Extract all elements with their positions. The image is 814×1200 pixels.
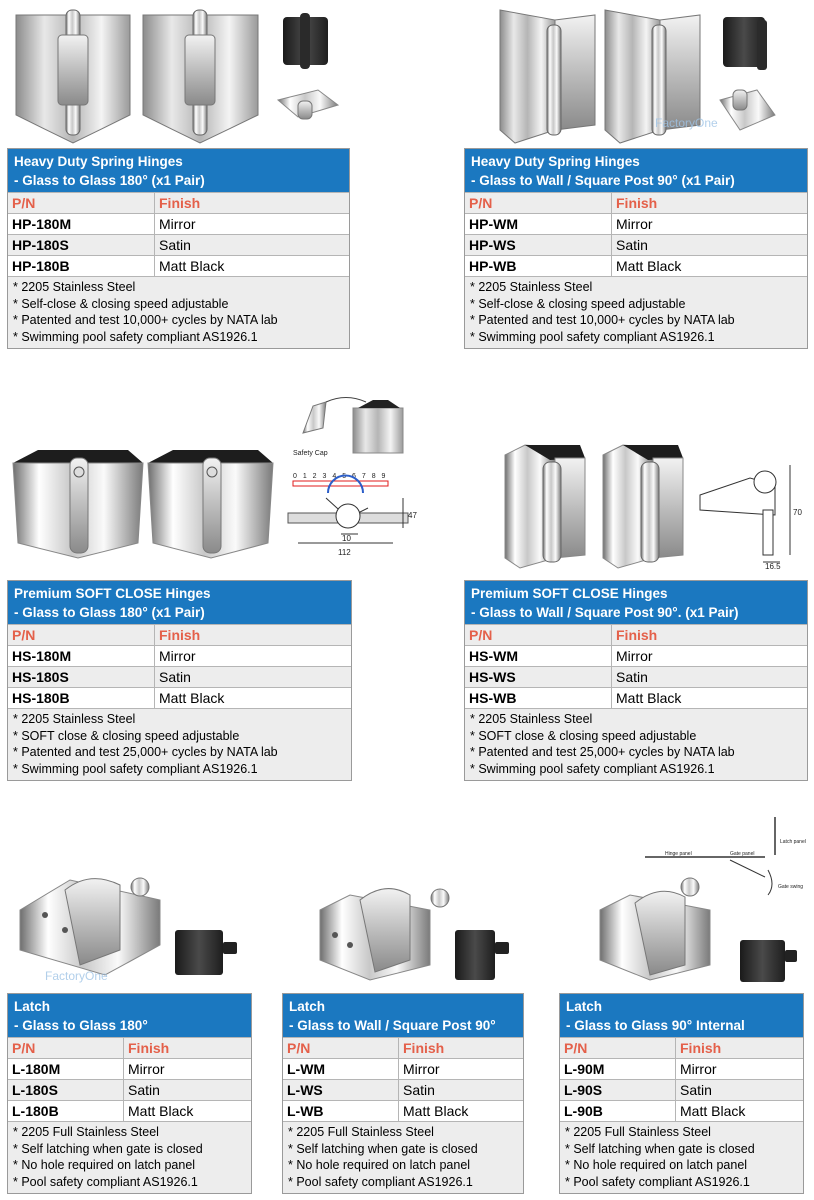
note-line: * Self latching when gate is closed xyxy=(13,1141,203,1156)
scale-bar xyxy=(293,481,388,486)
hinge-hs180-image xyxy=(8,388,418,573)
part-number: HP-180M xyxy=(8,214,155,234)
table-row xyxy=(8,234,349,255)
card-title xyxy=(283,994,523,1037)
wall-hinge-dimension-drawing xyxy=(700,465,790,562)
mirror-wall-hinge-small xyxy=(720,90,775,130)
part-number: HS-180B xyxy=(8,688,155,708)
note-line: * Self latching when gate is closed xyxy=(288,1141,478,1156)
card-title-line2: - Glass to Glass 180° (x1 Pair) xyxy=(14,173,205,188)
feature-notes xyxy=(560,1121,803,1193)
black-wall-hinge-small xyxy=(723,17,767,70)
note-line: * Swimming pool safety compliant AS1926.1 xyxy=(13,329,258,344)
part-number: HP-WM xyxy=(465,214,612,234)
card-title xyxy=(560,994,803,1037)
dim-10: 10 xyxy=(342,534,351,543)
part-number: L-WB xyxy=(283,1101,399,1121)
pn-header: P/N xyxy=(8,625,155,645)
card-title-line1: Premium SOFT CLOSE Hinges xyxy=(14,586,211,601)
note-line: * 2205 Stainless Steel xyxy=(13,280,136,294)
latch-card-l180 xyxy=(7,993,252,1194)
table-row xyxy=(8,255,349,276)
card-title-line1: Premium SOFT CLOSE Hinges xyxy=(471,586,668,601)
table-row xyxy=(560,1100,803,1121)
factoryone-watermark: FactoryOne xyxy=(655,116,718,130)
part-number: L-WM xyxy=(283,1059,399,1079)
feature-notes xyxy=(465,708,807,780)
card-title-line1: Heavy Duty Spring Hinges xyxy=(14,154,183,169)
scale-numbers: 0 1 2 3 4 5 6 7 8 9 xyxy=(293,473,388,480)
table-row xyxy=(8,213,349,234)
note-line: * Swimming pool safety compliant AS1926.1 xyxy=(470,329,715,344)
finish-value: Mirror xyxy=(159,216,196,232)
mirror-softclose-hinge-left xyxy=(13,450,143,558)
finish-value: Satin xyxy=(680,1082,712,1098)
card-title xyxy=(8,581,351,624)
note-line: * Patented and test 25,000+ cycles by NATA lab xyxy=(470,745,735,759)
card-title-line2: - Glass to Wall / Square Post 90°. (x1 Pair) xyxy=(471,605,739,620)
hinge-card-hs180 xyxy=(7,580,352,781)
finish-value: Satin xyxy=(616,669,648,685)
part-number: HP-180B xyxy=(8,256,155,276)
finish-value: Matt Black xyxy=(616,258,682,274)
card-title-line2: - Glass to Glass 90° Internal xyxy=(566,1018,745,1033)
part-number: HP-180S xyxy=(8,235,155,255)
note-line: * Pool safety compliant AS1926.1 xyxy=(288,1174,473,1189)
finish-value: Satin xyxy=(159,237,191,253)
hinge-card-hp180 xyxy=(7,148,350,349)
pn-header: P/N xyxy=(560,1038,676,1058)
table-row xyxy=(283,1100,523,1121)
part-number: L-90S xyxy=(560,1080,676,1100)
part-number: HS-180S xyxy=(8,667,155,687)
pn-header: P/N xyxy=(283,1038,399,1058)
safety-cap-icon xyxy=(303,398,403,454)
finish-header: Finish xyxy=(403,1040,445,1056)
card-title-line2: - Glass to Glass 180° xyxy=(14,1018,148,1033)
finish-value: Mirror xyxy=(403,1061,440,1077)
hinge-card-hsw xyxy=(464,580,808,781)
gate-panel-label: Gate panel xyxy=(730,851,755,857)
note-line: * 2205 Stainless Steel xyxy=(470,712,593,726)
note-line: * Patented and test 10,000+ cycles by NATA lab xyxy=(470,313,735,327)
latch-card-lw xyxy=(282,993,524,1194)
part-number: L-180B xyxy=(8,1101,124,1121)
pn-header: P/N xyxy=(8,1038,124,1058)
card-title-line2: - Glass to Wall / Square Post 90° (x1 Pair) xyxy=(471,173,735,188)
black-latch-wall-small xyxy=(455,930,509,980)
card-title-line1: Latch xyxy=(289,999,326,1014)
note-line: * 2205 Full Stainless Steel xyxy=(565,1125,711,1139)
table-row xyxy=(465,687,807,708)
card-title-line2: - Glass to Wall / Square Post 90° xyxy=(289,1018,496,1033)
finish-value: Mirror xyxy=(680,1061,717,1077)
table-row xyxy=(283,1079,523,1100)
table-row xyxy=(465,213,807,234)
finish-header: Finish xyxy=(159,195,201,211)
latch-panel-label: Latch panel xyxy=(780,839,806,845)
mirror-latch-90 xyxy=(600,878,710,980)
card-title-line1: Latch xyxy=(14,999,51,1014)
part-number: L-WS xyxy=(283,1080,399,1100)
dim-112: 112 xyxy=(338,548,351,557)
part-number: L-180M xyxy=(8,1059,124,1079)
note-line: * SOFT close & closing speed adjustable xyxy=(470,728,697,743)
pn-header: P/N xyxy=(8,193,155,213)
table-row xyxy=(8,1058,251,1079)
card-title xyxy=(465,581,807,624)
table-row xyxy=(465,666,807,687)
table-row xyxy=(8,645,351,666)
mirror-latch-wall xyxy=(320,889,449,980)
finish-header: Finish xyxy=(616,195,658,211)
finish-value: Mirror xyxy=(128,1061,165,1077)
finish-value: Matt Black xyxy=(159,690,225,706)
part-number: HS-WB xyxy=(465,688,612,708)
latch-card-l90 xyxy=(559,993,804,1194)
dim-70: 70 xyxy=(793,508,802,517)
note-line: * Self-close & closing speed adjustable xyxy=(470,296,686,311)
latch-l90-image xyxy=(590,815,812,985)
part-number: L-90B xyxy=(560,1101,676,1121)
card-title xyxy=(8,149,349,192)
finish-value: Matt Black xyxy=(128,1103,194,1119)
part-number: HP-WB xyxy=(465,256,612,276)
feature-notes xyxy=(465,276,807,348)
finish-header: Finish xyxy=(128,1040,170,1056)
table-row xyxy=(465,234,807,255)
card-title-line2: - Glass to Glass 180° (x1 Pair) xyxy=(14,605,205,620)
latch-l180-image xyxy=(10,855,270,985)
table-header xyxy=(465,192,807,213)
part-number: HS-180M xyxy=(8,646,155,666)
table-row xyxy=(8,687,351,708)
note-line: * Self-close & closing speed adjustable xyxy=(13,296,229,311)
note-line: * 2205 Stainless Steel xyxy=(470,280,593,294)
mirror-hinge-small xyxy=(278,90,338,119)
note-line: * Pool safety compliant AS1926.1 xyxy=(13,1174,198,1189)
part-number: HS-WS xyxy=(465,667,612,687)
table-row xyxy=(465,645,807,666)
feature-notes xyxy=(8,276,349,348)
finish-value: Mirror xyxy=(616,216,653,232)
safety-cap-label: Safety Cap xyxy=(293,450,328,457)
feature-notes xyxy=(283,1121,523,1193)
mirror-softclose-wall-hinge-right xyxy=(603,445,683,568)
card-title xyxy=(8,994,251,1037)
satin-hinge-left xyxy=(16,10,130,143)
finish-value: Matt Black xyxy=(616,690,682,706)
table-row xyxy=(8,666,351,687)
note-line: * 2205 Full Stainless Steel xyxy=(13,1125,159,1139)
note-line: * No hole required on latch panel xyxy=(288,1158,471,1172)
hinge-hpw-image xyxy=(495,5,805,145)
finish-value: Mirror xyxy=(616,648,653,664)
table-header xyxy=(465,624,807,645)
satin-wall-hinge-left xyxy=(500,10,595,143)
black-latch-180-small xyxy=(175,930,237,975)
mirror-softclose-hinge-right xyxy=(148,450,273,558)
part-number: L-90M xyxy=(560,1059,676,1079)
part-number: HS-WM xyxy=(465,646,612,666)
black-latch-90-small xyxy=(740,940,797,982)
table-row xyxy=(560,1079,803,1100)
finish-value: Mirror xyxy=(159,648,196,664)
note-line: * Patented and test 10,000+ cycles by NATA lab xyxy=(13,313,278,327)
note-line: * Swimming pool safety compliant AS1926.1 xyxy=(13,761,258,776)
note-line: * No hole required on latch panel xyxy=(13,1158,196,1172)
note-line: * Swimming pool safety compliant AS1926.1 xyxy=(470,761,715,776)
finish-header: Finish xyxy=(159,627,201,643)
black-hinge-small xyxy=(283,13,328,69)
latch-lw-image xyxy=(290,860,530,985)
note-line: * 2205 Full Stainless Steel xyxy=(288,1125,434,1139)
hinge-card-hpw xyxy=(464,148,808,349)
table-row xyxy=(283,1058,523,1079)
part-number: HP-WS xyxy=(465,235,612,255)
hinge-hp180-image xyxy=(8,5,348,145)
finish-value: Matt Black xyxy=(403,1103,469,1119)
note-line: * Patented and test 25,000+ cycles by NATA lab xyxy=(13,745,278,759)
hinge-hsw-image xyxy=(495,440,810,570)
note-line: * No hole required on latch panel xyxy=(565,1158,748,1172)
table-header xyxy=(8,624,351,645)
mirror-softclose-wall-hinge-left xyxy=(505,445,585,568)
finish-value: Matt Black xyxy=(680,1103,746,1119)
pn-header: P/N xyxy=(465,625,612,645)
finish-value: Satin xyxy=(616,237,648,253)
note-line: * Self latching when gate is closed xyxy=(565,1141,755,1156)
finish-value: Satin xyxy=(128,1082,160,1098)
card-title-line1: Latch xyxy=(566,999,603,1014)
feature-notes xyxy=(8,708,351,780)
table-header xyxy=(8,192,349,213)
factoryone-watermark: FactoryOne xyxy=(45,969,108,983)
dim-16-5: 16.5 xyxy=(765,562,781,570)
table-row xyxy=(465,255,807,276)
finish-header: Finish xyxy=(616,627,658,643)
mirror-latch-180 xyxy=(20,878,160,975)
satin-hinge-right xyxy=(143,10,258,143)
pn-header: P/N xyxy=(465,193,612,213)
feature-notes xyxy=(8,1121,251,1193)
finish-value: Satin xyxy=(403,1082,435,1098)
hinge-panel-label: Hinge panel xyxy=(665,851,692,857)
dim-47: 47 xyxy=(408,511,417,520)
table-header xyxy=(8,1037,251,1058)
finish-value: Matt Black xyxy=(159,258,225,274)
table-header xyxy=(283,1037,523,1058)
table-row xyxy=(8,1079,251,1100)
finish-header: Finish xyxy=(680,1040,722,1056)
table-row xyxy=(560,1058,803,1079)
finish-value: Satin xyxy=(159,669,191,685)
table-header xyxy=(560,1037,803,1058)
part-number: L-180S xyxy=(8,1080,124,1100)
table-row xyxy=(8,1100,251,1121)
gate-swing-label: Gate swing xyxy=(778,884,804,890)
card-title xyxy=(465,149,807,192)
note-line: * 2205 Stainless Steel xyxy=(13,712,136,726)
note-line: * SOFT close & closing speed adjustable xyxy=(13,728,240,743)
note-line: * Pool safety compliant AS1926.1 xyxy=(565,1174,750,1189)
card-title-line1: Heavy Duty Spring Hinges xyxy=(471,154,640,169)
